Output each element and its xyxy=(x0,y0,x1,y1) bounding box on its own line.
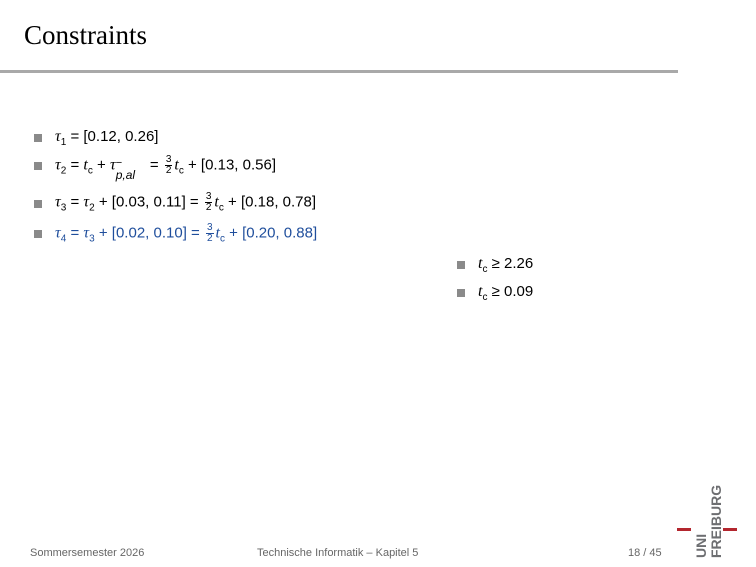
slide-title: Constraints xyxy=(24,20,148,50)
bullet-square-icon xyxy=(34,200,42,208)
title-divider xyxy=(0,70,678,73)
constraint-tau3: $\tau_3 = \tau_2 + [0.03$, 0.11] = $\frac{3}{2}$ $t_c + [0.18$, 0.78] xyxy=(55,191,317,214)
constraint-tau2: $\tau_2 = t_c + \tau$ − p,al = $\frac{3}{2}$ $t_c + [0.13$, 0.56] xyxy=(55,154,276,182)
bullet-square-icon xyxy=(457,261,465,269)
footer-course: Technische Informatik – Kapitel 5 xyxy=(257,547,419,559)
bullet-square-icon xyxy=(34,230,42,238)
logo-red-bar-right xyxy=(723,528,737,531)
logo-text-freiburg: FREIBURG xyxy=(708,484,724,558)
bullet-square-icon xyxy=(34,162,42,170)
footer-page-number: 18 / 45 xyxy=(628,547,662,559)
university-logo xyxy=(677,480,737,560)
constraint-tau4: $\tau_4 = \tau_3 + [0.02$, 0.10] = $\frac{3}{2}$ $t_c + [0.20$, 0.88] xyxy=(55,222,318,245)
logo-text-uni: UNI xyxy=(693,533,709,558)
bound-tc-lower-1: $t_c \ge 2.26$ xyxy=(478,255,534,275)
constraint-tau1: $\tau_1 = [0.12$, 0.26] xyxy=(55,128,159,148)
bullet-square-icon xyxy=(34,134,42,142)
bullet-square-icon xyxy=(457,289,465,297)
footer-semester: Sommersemester 2026 xyxy=(30,547,145,559)
bound-tc-lower-2: $t_c \ge 0.09$ xyxy=(478,283,534,303)
logo-red-bar-left xyxy=(677,528,691,531)
